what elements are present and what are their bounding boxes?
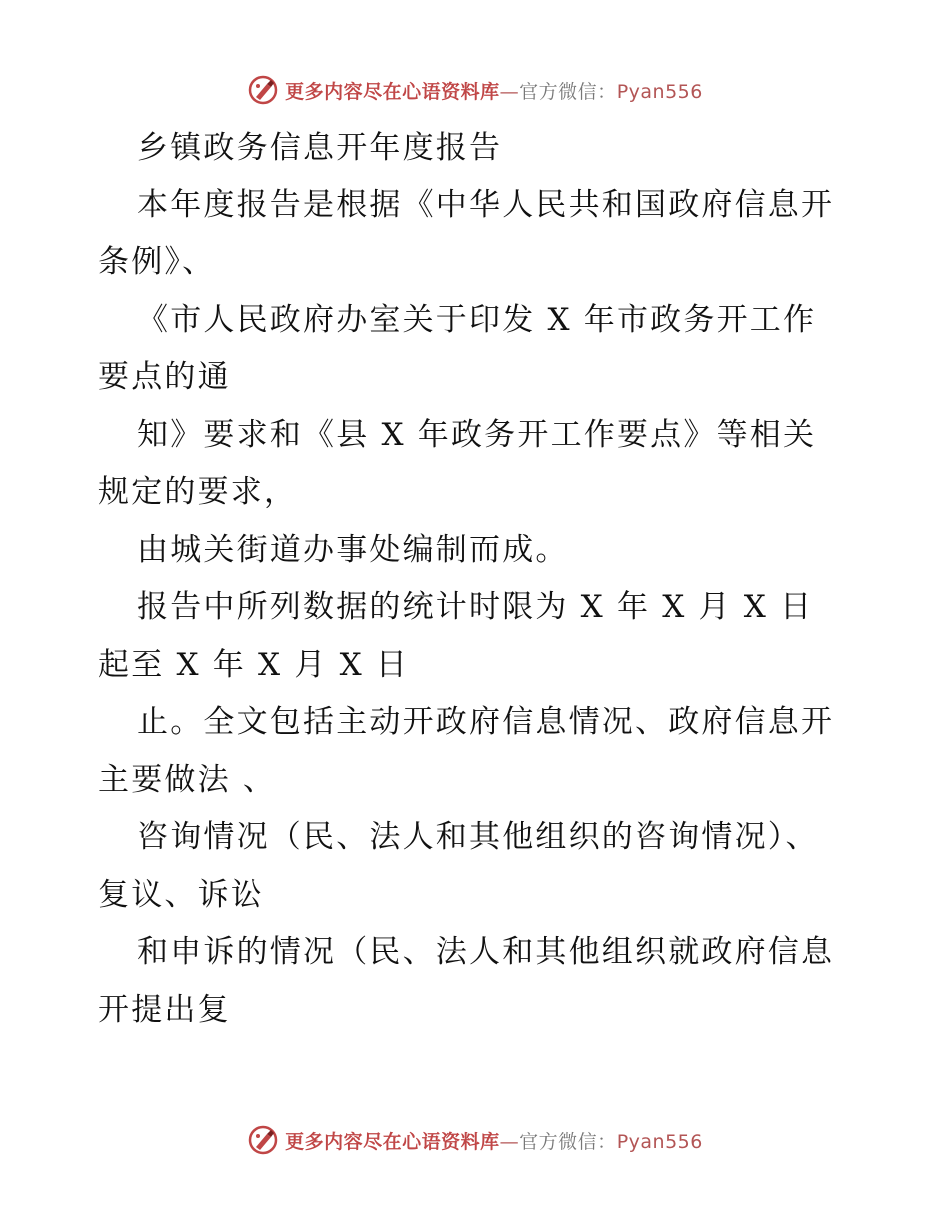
banner-text	[285, 1127, 703, 1154]
paragraph-line: 本年度报告是根据《中华人民共和国政府信息开	[137, 187, 835, 223]
paragraph-line: 咨询情况（民、法人和其他组织的咨询情况）、	[137, 819, 819, 855]
paragraph-line: 知》要求和《县 X 年政务开工作要点》等相关	[137, 417, 817, 453]
paragraph-line: 和申诉的情况（民、法人和其他组织就政府信息	[137, 934, 835, 970]
pen-logo-icon	[247, 74, 279, 106]
banner-official-label: 官方微信：	[519, 1130, 617, 1153]
paragraph-line: 报告中所列数据的统计时限为 X 年 X 月 X 日	[137, 589, 814, 625]
document-title: 乡镇政务信息开年度报告	[137, 130, 503, 166]
paragraph-line: 《市人民政府办室关于印发 X 年市政务开工作	[137, 302, 817, 338]
banner-wechat-id: Pyan556	[616, 80, 703, 103]
banner-official-label: 官方微信：	[519, 80, 617, 103]
paragraph-line: 复议、诉讼	[98, 877, 264, 913]
banner-dash: —	[499, 80, 520, 103]
banner-text	[285, 77, 703, 104]
banner-brand: 更多内容尽在心语资料库	[285, 1130, 500, 1153]
paragraph-line: 起至 X 年 X 月 X 日	[98, 647, 410, 683]
paragraph-line: 开提出复	[98, 992, 231, 1028]
paragraph-line: 止。全文包括主动开政府信息情况、政府信息开	[137, 704, 835, 740]
paragraph-line: 主要做法 、	[98, 762, 277, 798]
banner-wechat-id: Pyan556	[616, 1130, 703, 1153]
banner-brand: 更多内容尽在心语资料库	[285, 80, 500, 103]
paragraph-line: 要点的通	[98, 359, 231, 395]
banner-inner	[247, 74, 703, 106]
footer-banner	[0, 1120, 950, 1160]
banner-inner	[247, 1124, 703, 1156]
paragraph-line: 由城关街道办事处编制而成。	[137, 532, 569, 568]
paragraph-line: 条例》、	[98, 244, 216, 280]
pen-logo-icon	[247, 1124, 279, 1156]
header-banner	[0, 70, 950, 110]
banner-dash: —	[499, 1130, 520, 1153]
paragraph-line: 规定的要求，	[98, 474, 298, 510]
